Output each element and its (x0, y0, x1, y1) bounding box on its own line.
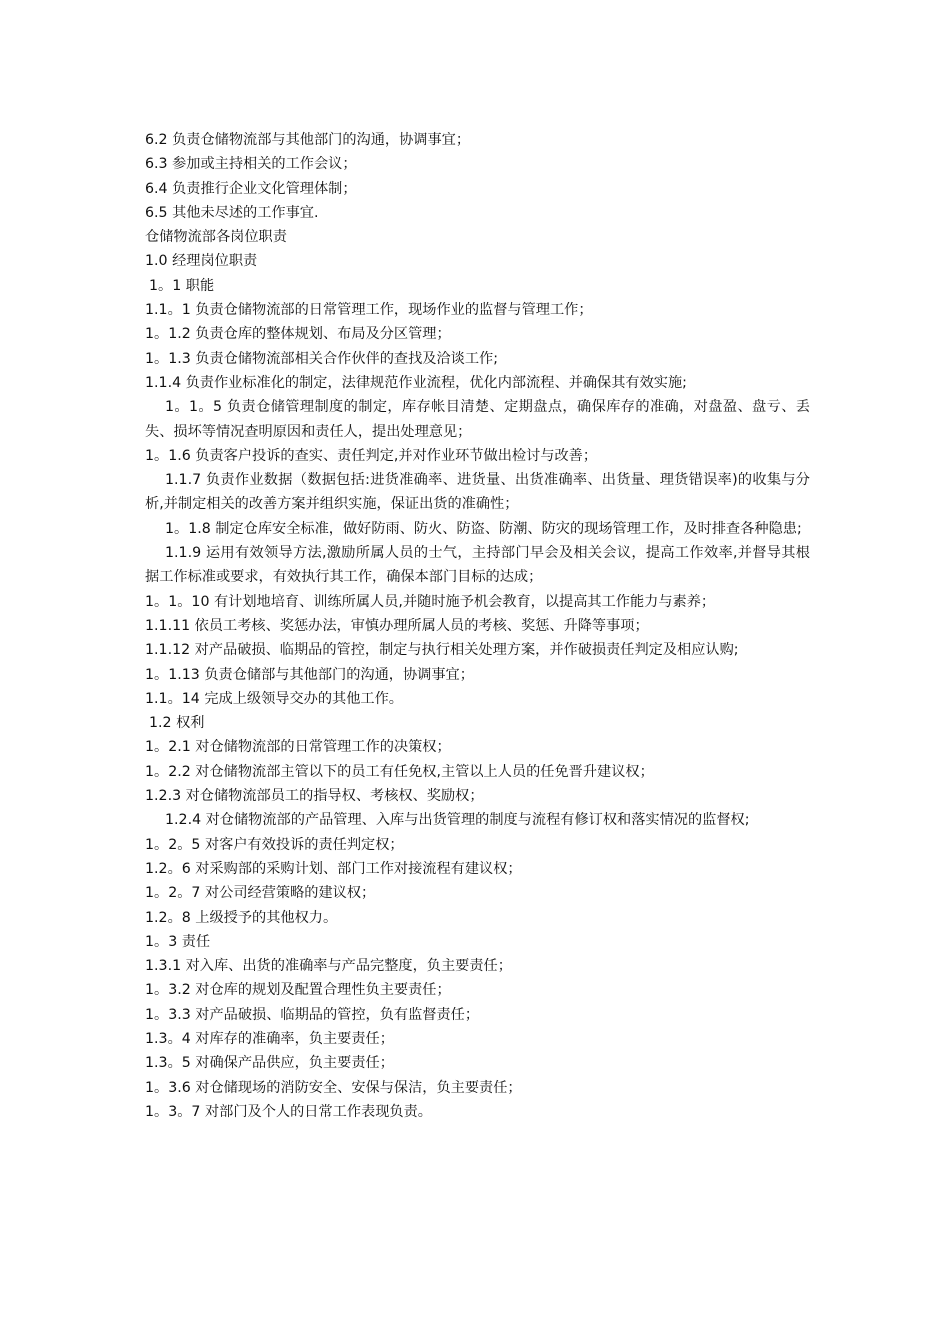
text-paragraph: 1.1.12 对产品破损、临期品的管控，制定与执行相关处理方案，并作破损责任判定及相应认购; (145, 642, 739, 659)
text-line: 1。2.1 对仓储物流部的日常管理工作的决策权； (145, 739, 451, 756)
text-paragraph: 1.1.9 运用有效领导方法,激励所属人员的士气，主持部门早会及相关会议，提高工作效率,并督导其根据工作标准或要求，有效执行其工作，确保本部门目标的达成； (145, 545, 810, 586)
text-line: 1。2。5 对客户有效投诉的责任判定权； (145, 836, 404, 853)
document-body (145, 128, 810, 1124)
text-line: 1.2。8 上级授予的其他权力。 (145, 909, 338, 926)
text-line: 1.3.1 对入库、出货的准确率与产品完整度，负主要责任； (145, 958, 512, 975)
subsection-heading: 1。1 职能 (149, 277, 215, 294)
text-line: 1.2.3 对仓储物流部员工的指导权、考核权、奖励权； (145, 788, 484, 805)
text-paragraph: 1。1。5 负责仓储管理制度的制定，库存帐目清楚、定期盘点，确保库存的准确，对盘盈、盘亏、丢失、损坏等情况查明原因和责任人，提出处理意见； (145, 399, 810, 440)
text-line: 1.3。5 对确保产品供应，负主要责任； (145, 1055, 394, 1072)
text-line: 1。2。7 对公司经营策略的建议权； (145, 885, 376, 902)
text-paragraph: 1.1.7 负责作业数据（数据包括:进货准确率、进货量、出货准确率、出货量、理货错误率)的收集与分析,并制定相关的改善方案并组织实施，保证出货的准确性； (145, 472, 810, 513)
text-paragraph: 1.2.4 对仓储物流部的产品管理、入库与出货管理的制度与流程有修订权和落实情况的监督权; (165, 812, 750, 829)
section-heading: 仓储物流部各岗位职责 (145, 229, 287, 246)
subsection-heading: 1。3 责任 (145, 933, 211, 950)
text-line: 1。3.6 对仓储现场的消防安全、安保与保洁，负主要责任； (145, 1079, 522, 1096)
subsection-heading: 1.0 经理岗位职责 (145, 253, 258, 270)
text-paragraph: 1。1.8 制定仓库安全标准，做好防雨、防火、防盗、防潮、防灾的现场管理工作，及时排查各种隐患; (165, 520, 802, 537)
text-line: 1.1.4 负责作业标准化的制定，法律规范作业流程，优化内部流程、并确保其有效实施; (145, 374, 687, 391)
text-line: 1。1.2 负责仓库的整体规划、布局及分区管理； (145, 326, 451, 343)
text-line: 1。1。10 有计划地培育、训练所属人员,并随时施予机会教育，以提高其工作能力与素养； (145, 593, 716, 610)
text-line: 1。3。7 对部门及个人的日常工作表现负责。 (145, 1103, 432, 1120)
text-line: 1.3。4 对库存的准确率，负主要责任； (145, 1030, 394, 1047)
text-line: 6.4 负责推行企业文化管理体制； (145, 180, 357, 197)
text-line: 1。2.2 对仓储物流部主管以下的员工有任免权,主管以上人员的任免晋升建议权； (145, 763, 654, 780)
text-line: 6.5 其他未尽述的工作事宜. (145, 204, 319, 221)
text-line: 1.1.11 依员工考核、奖惩办法，审慎办理所属人员的考核、奖惩、升降等事项； (145, 617, 649, 634)
text-line: 1。3.2 对仓库的规划及配置合理性负主要责任； (145, 982, 451, 999)
text-line: 1。1.3 负责仓储物流部相关合作伙伴的查找及洽谈工作; (145, 350, 499, 367)
text-line: 1.2。6 对采购部的采购计划、部门工作对接流程有建议权； (145, 860, 522, 877)
text-line: 1.1。1 负责仓储物流部的日常管理工作，现场作业的监督与管理工作； (145, 302, 593, 319)
text-line: 1。1.13 负责仓储部与其他部门的沟通，协调事宜； (145, 666, 474, 683)
text-line: 1。1.6 负责客户投诉的查实、责任判定,并对作业环节做出检讨与改善； (145, 447, 598, 464)
text-line: 6.3 参加或主持相关的工作会议； (145, 156, 357, 173)
text-line: 1.1。14 完成上级领导交办的其他工作。 (145, 690, 403, 707)
text-line: 1。3.3 对产品破损、临期品的管控，负有监督责任； (145, 1006, 480, 1023)
subsection-heading: 1.2 权利 (149, 715, 205, 732)
text-line: 6.2 负责仓储物流部与其他部门的沟通，协调事宜； (145, 132, 471, 148)
